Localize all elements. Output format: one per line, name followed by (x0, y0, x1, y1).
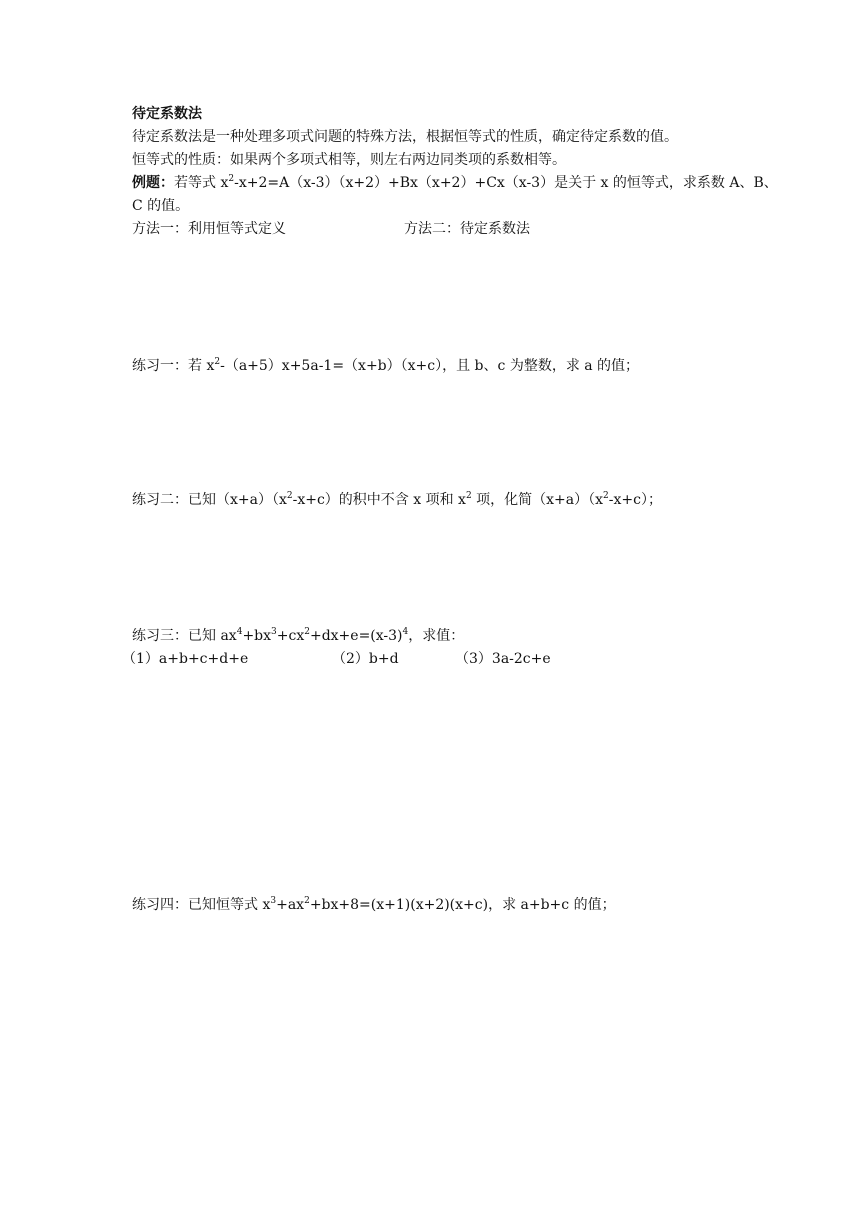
exercise-3-sup-1: 4 (236, 627, 243, 637)
exercise-1-text-b: -（a+5）x+5a-1=（x+b）（x+c），且 b、c 为整数，求 a 的值； (220, 358, 640, 374)
exercise-2-text-d: -x+c）； (608, 492, 662, 508)
example-line-1 (132, 173, 778, 193)
example-text-a: 若等式 x (174, 175, 229, 191)
exercise-4-sup-1: 3 (270, 896, 277, 906)
example-sup: 2 (228, 174, 235, 184)
example-line-2: C 的值。 (132, 198, 190, 214)
exercise-3-question-2: （2）b+d (332, 651, 399, 667)
exercise-2 (132, 490, 662, 510)
exercise-4-sup-2: 2 (304, 896, 310, 906)
exercise-1-text-a: 练习一：若 x (132, 358, 215, 374)
exercise-3 (132, 626, 464, 646)
exercise-3-text-d: +dx+e=(x-3) (309, 628, 403, 644)
exercise-2-text-b: -x+c）的积中不含 x 项和 x (292, 492, 466, 508)
exercise-4 (132, 895, 616, 915)
exercise-3-text-e: ，求值： (408, 628, 465, 644)
method-two: 方法二：待定系数法 (404, 221, 530, 237)
exercise-3-text-c: +cx (276, 628, 305, 644)
exercise-3-sup-3: 2 (304, 627, 310, 637)
exercise-2-sup-2: 2 (465, 491, 472, 501)
example-label: 例题： (132, 175, 174, 191)
identity-property: 恒等式的性质：如果两个多项式相等，则左右两边同类项的系数相等。 (132, 152, 566, 168)
exercise-3-text-a: 练习三：已知 ax (132, 628, 237, 644)
exercise-3-text-b: +bx (242, 628, 272, 644)
method-one: 方法一：利用恒等式定义 (132, 221, 286, 237)
exercise-3-question-3: （3）3a-2c+e (455, 651, 551, 667)
exercise-2-text-c: 项，化简（x+a）（x (471, 492, 604, 508)
exercise-2-sup-1: 2 (286, 491, 293, 501)
exercise-4-text-b: +ax (276, 897, 305, 913)
exercise-3-sup-4: 4 (402, 627, 409, 637)
exercise-3-sup-2: 3 (271, 627, 277, 637)
exercise-1-sup: 2 (214, 357, 221, 367)
example-text-b: -x+2=A（x-3）（x+2）+Bx（x+2）+Cx（x-3）是关于 x 的恒等式，求系数 A、B、 (234, 175, 778, 191)
intro-paragraph: 待定系数法是一种处理多项式问题的特殊方法，根据恒等式的性质，确定待定系数的值。 (132, 129, 678, 145)
exercise-1 (132, 356, 639, 376)
exercise-3-question-1: （1）a+b+c+d+e (122, 651, 249, 667)
exercise-2-sup-3: 2 (603, 491, 609, 501)
exercise-4-text-c: +bx+8=(x+1)(x+2)(x+c)，求 a+b+c 的值； (309, 897, 616, 913)
exercise-4-text-a: 练习四：已知恒等式 x (132, 897, 271, 913)
exercise-2-text-a: 练习二：已知（x+a）（x (132, 492, 287, 508)
document-title: 待定系数法 (132, 106, 202, 122)
